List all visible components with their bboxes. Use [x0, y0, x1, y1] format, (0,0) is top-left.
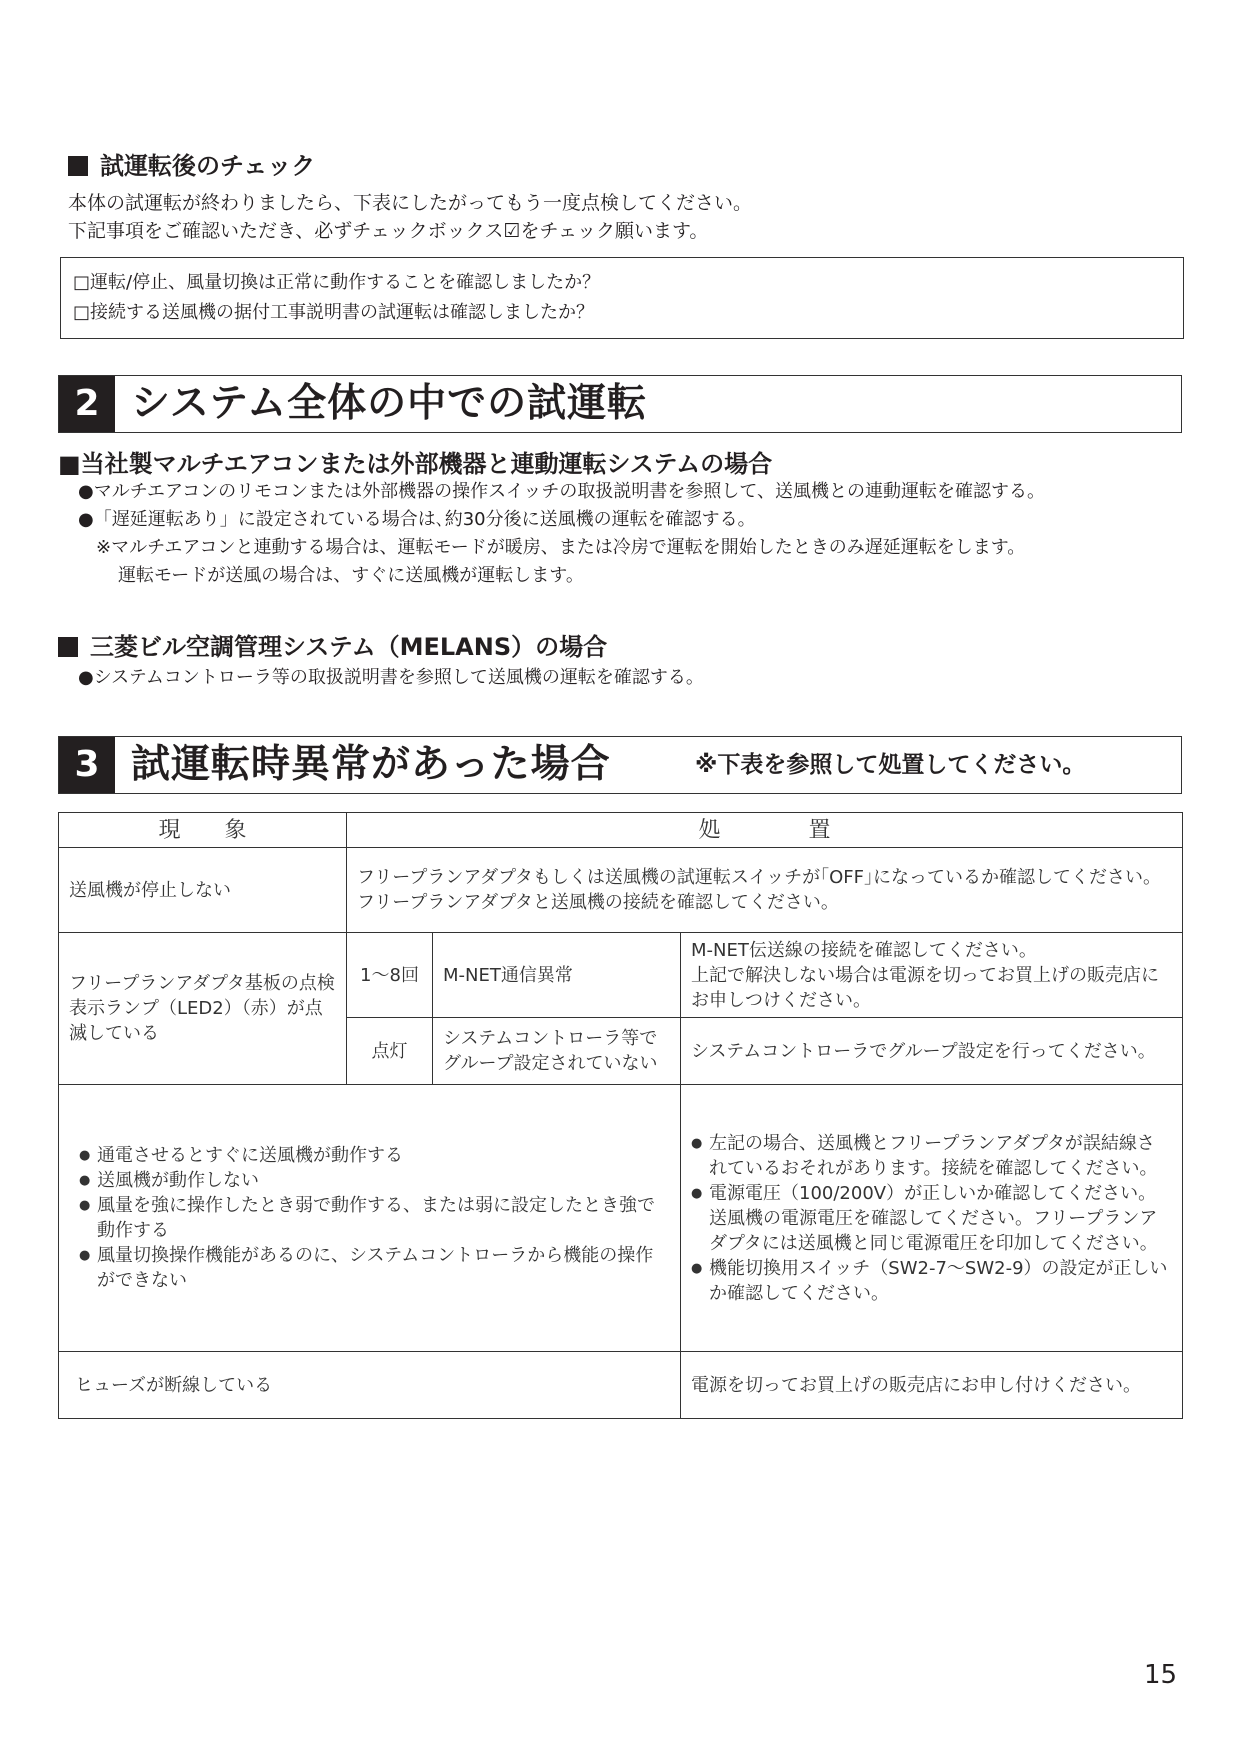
- phenomenon-cell: [59, 1085, 681, 1352]
- check-heading-text: 試運転後のチェック: [100, 152, 316, 180]
- list-item: ● 風量切換操作機能があるのに、システムコントローラから機能の操作ができない: [79, 1243, 668, 1293]
- list-item: ● 通電させるとすぐに送風機が動作する: [79, 1143, 668, 1168]
- sub-heading-melans-text: 三菱ビル空調管理システム（MELANS）の場合: [90, 633, 608, 661]
- bullet-item: ●「遅延運転あり」に設定されている場合は､約30分後に送風機の運転を確認する。: [78, 509, 756, 530]
- table-row: [59, 1085, 1183, 1352]
- bullet-item: ●システムコントローラ等の取扱説明書を参照して送風機の運転を確認する。: [78, 667, 704, 688]
- sub-heading-linked-operation: ■当社製マルチエアコンまたは外部機器と連動運転システムの場合: [58, 450, 773, 478]
- check-heading: [68, 146, 315, 181]
- section-3-header: [58, 736, 1182, 794]
- list-item: ● 電源電圧（100/200V）が正しいか確認してください。 送風機の電源電圧を確認してください。フリープランアダプタには送風機と同じ電源電圧を印加してください。: [691, 1181, 1172, 1256]
- section-number: 3: [59, 737, 115, 793]
- action-line: 上記で解決しない場合は電源を切ってお買上げの販売店にお申しつけください。: [691, 964, 1159, 1011]
- note-line: ※マルチエアコンと連動する場合は、運転モードが暖房、または冷房で運転を開始したときのみ遅延運転をします。: [96, 537, 1026, 558]
- square-bullet-icon: [58, 637, 78, 657]
- action-list: [691, 1131, 1172, 1306]
- section-title: システム全体の中での試運転: [131, 381, 648, 426]
- list-item: ● 送風機が動作しない: [79, 1168, 668, 1193]
- list-item: ● 左記の場合、送風機とフリープランアダプタが誤結線されているおそれがあります。接続を確認してください。: [691, 1131, 1172, 1181]
- checklist-item[interactable]: □運転/停止、風量切換は正常に動作することを確認しましたか？: [73, 272, 601, 293]
- checklist-box: [60, 257, 1184, 339]
- table-row: [59, 1352, 1183, 1419]
- check-intro-line-1: 本体の試運転が終わりましたら、下表にしたがってもう一度点検してください。: [68, 192, 753, 214]
- table-row: [59, 933, 1183, 1018]
- column-header-phenomenon: 現 象: [59, 813, 347, 848]
- square-bullet-icon: [68, 156, 88, 176]
- action-cell: [681, 1085, 1183, 1352]
- page-number: 15: [1144, 1660, 1178, 1690]
- column-header-action: 処 置: [347, 813, 1183, 848]
- bullet-item: ●マルチエアコンのリモコンまたは外部機器の操作スイッチの取扱説明書を参照して、送風機との連動運転を確認する。: [78, 481, 1046, 502]
- list-item: ● 機能切換用スイッチ（SW2-7～SW2-9）の設定が正しいか確認してください。: [691, 1256, 1172, 1306]
- section-title: 試運転時異常があった場合: [131, 742, 611, 787]
- blink-count-cell: 1～8回: [347, 933, 433, 1018]
- action-cell: [681, 933, 1183, 1018]
- check-intro-line-2: 下記事項をご確認いただき、必ずチェックボックス☑をチェック願います。: [68, 220, 709, 242]
- note-line: 運転モードが送風の場合は、すぐに送風機が運転します。: [118, 565, 584, 586]
- section-note: ※下表を参照して処置してください。: [695, 752, 1086, 778]
- section-2-header: [58, 375, 1182, 433]
- phenomenon-cell: フリープランアダプタ基板の点検表示ランプ（LED2）（赤）が点滅している: [59, 933, 347, 1085]
- phenomenon-cell: ヒューズが断線している: [59, 1352, 681, 1419]
- cause-cell: M-NET通信異常: [433, 933, 681, 1018]
- action-line: M-NET伝送線の接続を確認してください。: [691, 939, 1037, 961]
- table-row: [59, 848, 1183, 933]
- list-item: ● 風量を強に操作したとき弱で動作する、または弱に設定したとき強で動作する: [79, 1193, 668, 1243]
- action-line: フリープランアダプタもしくは送風機の試運転スイッチが｢OFF｣になっているか確認してください。: [357, 867, 1162, 888]
- action-cell: [347, 848, 1183, 933]
- blink-count-cell: 点灯: [347, 1018, 433, 1085]
- phenomenon-list: [79, 1143, 668, 1293]
- section-number: 2: [59, 376, 115, 432]
- checklist-item[interactable]: □接続する送風機の据付工事説明書の試運転は確認しましたか？: [73, 302, 595, 323]
- phenomenon-cell: 送風機が停止しない: [59, 848, 347, 933]
- sub-heading-melans: [58, 627, 607, 662]
- action-cell: システムコントローラでグループ設定を行ってください。: [681, 1018, 1183, 1085]
- troubleshooting-table: [58, 812, 1183, 1419]
- cause-cell: システムコントローラ等でグループ設定されていない: [433, 1018, 681, 1085]
- action-line: フリープランアダプタと送風機の接続を確認してください。: [357, 892, 839, 913]
- action-cell: 電源を切ってお買上げの販売店にお申し付けください。: [681, 1352, 1183, 1419]
- table-header-row: [59, 813, 1183, 848]
